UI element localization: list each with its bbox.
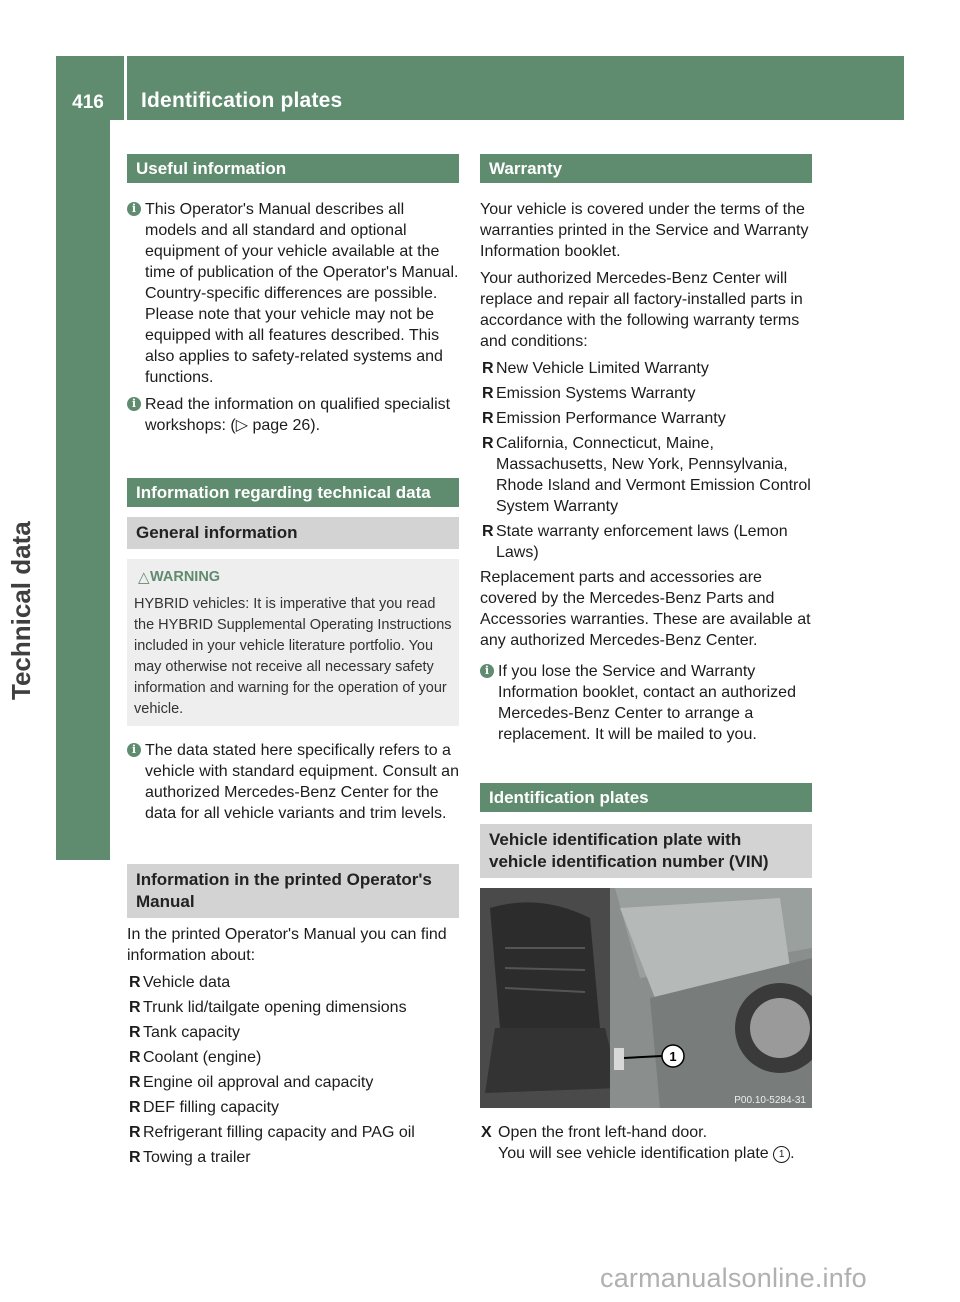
list-item [127, 997, 459, 1018]
list-item [480, 383, 812, 404]
info-icon: i [127, 202, 141, 216]
photo-code: P00.10-5284-31 [734, 1095, 806, 1106]
bullet-icon: R [482, 410, 494, 427]
right-column [480, 154, 812, 1164]
list-item-text: Engine oil approval and capacity [143, 1074, 374, 1091]
useful-information-heading: Useful information [127, 154, 459, 183]
bullet-icon: R [129, 1099, 141, 1116]
list-item-text: Coolant (engine) [143, 1049, 262, 1066]
list-item [127, 1097, 459, 1118]
list-item [480, 433, 812, 517]
general-information-heading: General information [127, 517, 459, 549]
bullet-icon: R [482, 523, 494, 540]
bullet-icon: R [482, 435, 494, 452]
vin-plate-photo [480, 888, 812, 1108]
photo-callout: 1 [669, 1049, 677, 1064]
info-icon: i [127, 743, 141, 757]
warranty-list [480, 358, 812, 563]
info-note [127, 740, 459, 824]
list-item-text: Emission Systems Warranty [496, 385, 696, 402]
bullet-icon: R [482, 360, 494, 377]
bullet-icon: R [482, 385, 494, 402]
bullet-icon: R [129, 974, 141, 991]
list-item-text: Towing a trailer [143, 1149, 251, 1166]
warning-box [127, 559, 459, 726]
list-item [480, 521, 812, 563]
step-result-text: You will see vehicle identification plate [498, 1145, 769, 1162]
warning-triangle-icon: △ [138, 569, 150, 586]
list-item [127, 972, 459, 993]
list-item [127, 1022, 459, 1043]
list-item [127, 1122, 459, 1143]
list-item-text: New Vehicle Limited Warranty [496, 360, 709, 377]
identification-plates-heading: Identification plates [480, 783, 812, 812]
list-item-text: Emission Performance Warranty [496, 410, 726, 427]
printed-info-list [127, 972, 459, 1168]
warranty-paragraph: Your vehicle is covered under the terms of the warranties printed in the Service and Warranty Information booklet. [480, 201, 809, 260]
page-title: Identification plates [141, 89, 343, 112]
list-item-text: Tank capacity [143, 1024, 240, 1041]
header-divider [124, 56, 127, 120]
bullet-icon: R [129, 1024, 141, 1041]
info-note [480, 661, 812, 745]
step-arrow-icon: X [481, 1124, 492, 1141]
side-tab-label: Technical data [6, 521, 36, 700]
list-item-text: DEF filling capacity [143, 1099, 280, 1116]
info-note [127, 394, 459, 436]
warning-text: HYBRID vehicles: It is imperative that you read the HYBRID Supplemental Operating Instructions included in your vehicle literature portfolio. You may otherwise not receive all necessary safety information and warning for the operation of your vehicle. [134, 596, 452, 717]
info-text: If you lose the Service and Warranty Information booklet, contact an authorized Mercedes-Benz Center to arrange a replacement. It will be mailed to you. [498, 663, 796, 743]
info-icon: i [127, 397, 141, 411]
car-interior-illustration [480, 888, 812, 1108]
list-item [127, 1072, 459, 1093]
vin-plate-heading: Vehicle identification plate with vehicle identification number (VIN) [480, 824, 812, 878]
bullet-icon: R [129, 1124, 141, 1141]
list-item [127, 1147, 459, 1168]
list-item-text: Trunk lid/tailgate opening dimensions [143, 999, 407, 1016]
watermark: carmanualsonline.info [600, 1263, 867, 1293]
bullet-icon: R [129, 1049, 141, 1066]
bullet-icon: R [129, 1149, 141, 1166]
page-number: 416 [72, 92, 104, 113]
warranty-paragraph: Replacement parts and accessories are covered by the Mercedes-Benz Parts and Accessories warranties. These are available at any authorized Mercedes-Benz Center. [480, 569, 811, 649]
info-text: The data stated here specifically refers to a vehicle with standard equipment. Consult an authorized Mercedes-Benz Center for the data for all vehicle variants and trim levels. [145, 742, 459, 822]
technical-data-heading: Information regarding technical data [127, 478, 459, 507]
step-text: Open the front left-hand door. [498, 1124, 708, 1141]
warranty-paragraph: Your authorized Mercedes-Benz Center will replace and repair all factory-installed parts in accordance with the following warranty terms and conditions: [480, 270, 803, 350]
warning-header [134, 567, 452, 588]
info-note [127, 199, 459, 388]
side-tab [56, 120, 110, 860]
bullet-icon: R [129, 999, 141, 1016]
info-icon: i [480, 664, 494, 678]
list-item [480, 408, 812, 429]
list-item [480, 358, 812, 379]
instruction-step [480, 1122, 812, 1143]
list-item-text: California, Connecticut, Maine, Massachusetts, New York, Pennsylvania, Rhode Island and Vermont Emission Control System Warranty [496, 435, 811, 515]
warranty-heading: Warranty [480, 154, 812, 183]
info-text: This Operator's Manual describes all models and all standard and optional equipment of your vehicle available at the time of publication of the Operator's Manual. Country-specific differences are possible. Please note that your vehicle may not be equipped with all features described. This also applies to safety-related systems and functions. [145, 201, 459, 386]
printed-manual-heading: Information in the printed Operator's Manual [127, 864, 459, 918]
list-item-text: State warranty enforcement laws (Lemon Laws) [496, 523, 788, 561]
warning-label: WARNING [150, 569, 221, 585]
info-text: Read the information on qualified specialist workshops: (▷ page 26). [145, 396, 451, 434]
printed-intro: In the printed Operator's Manual you can find information about: [127, 926, 447, 964]
callout-circle: 1 [773, 1146, 790, 1163]
list-item-text: Refrigerant filling capacity and PAG oil [143, 1124, 415, 1141]
left-column [127, 154, 459, 1172]
step-result: You will see vehicle identification plate 1 . [498, 1145, 795, 1162]
list-item-text: Vehicle data [143, 974, 231, 991]
bullet-icon: R [129, 1074, 141, 1091]
list-item [127, 1047, 459, 1068]
